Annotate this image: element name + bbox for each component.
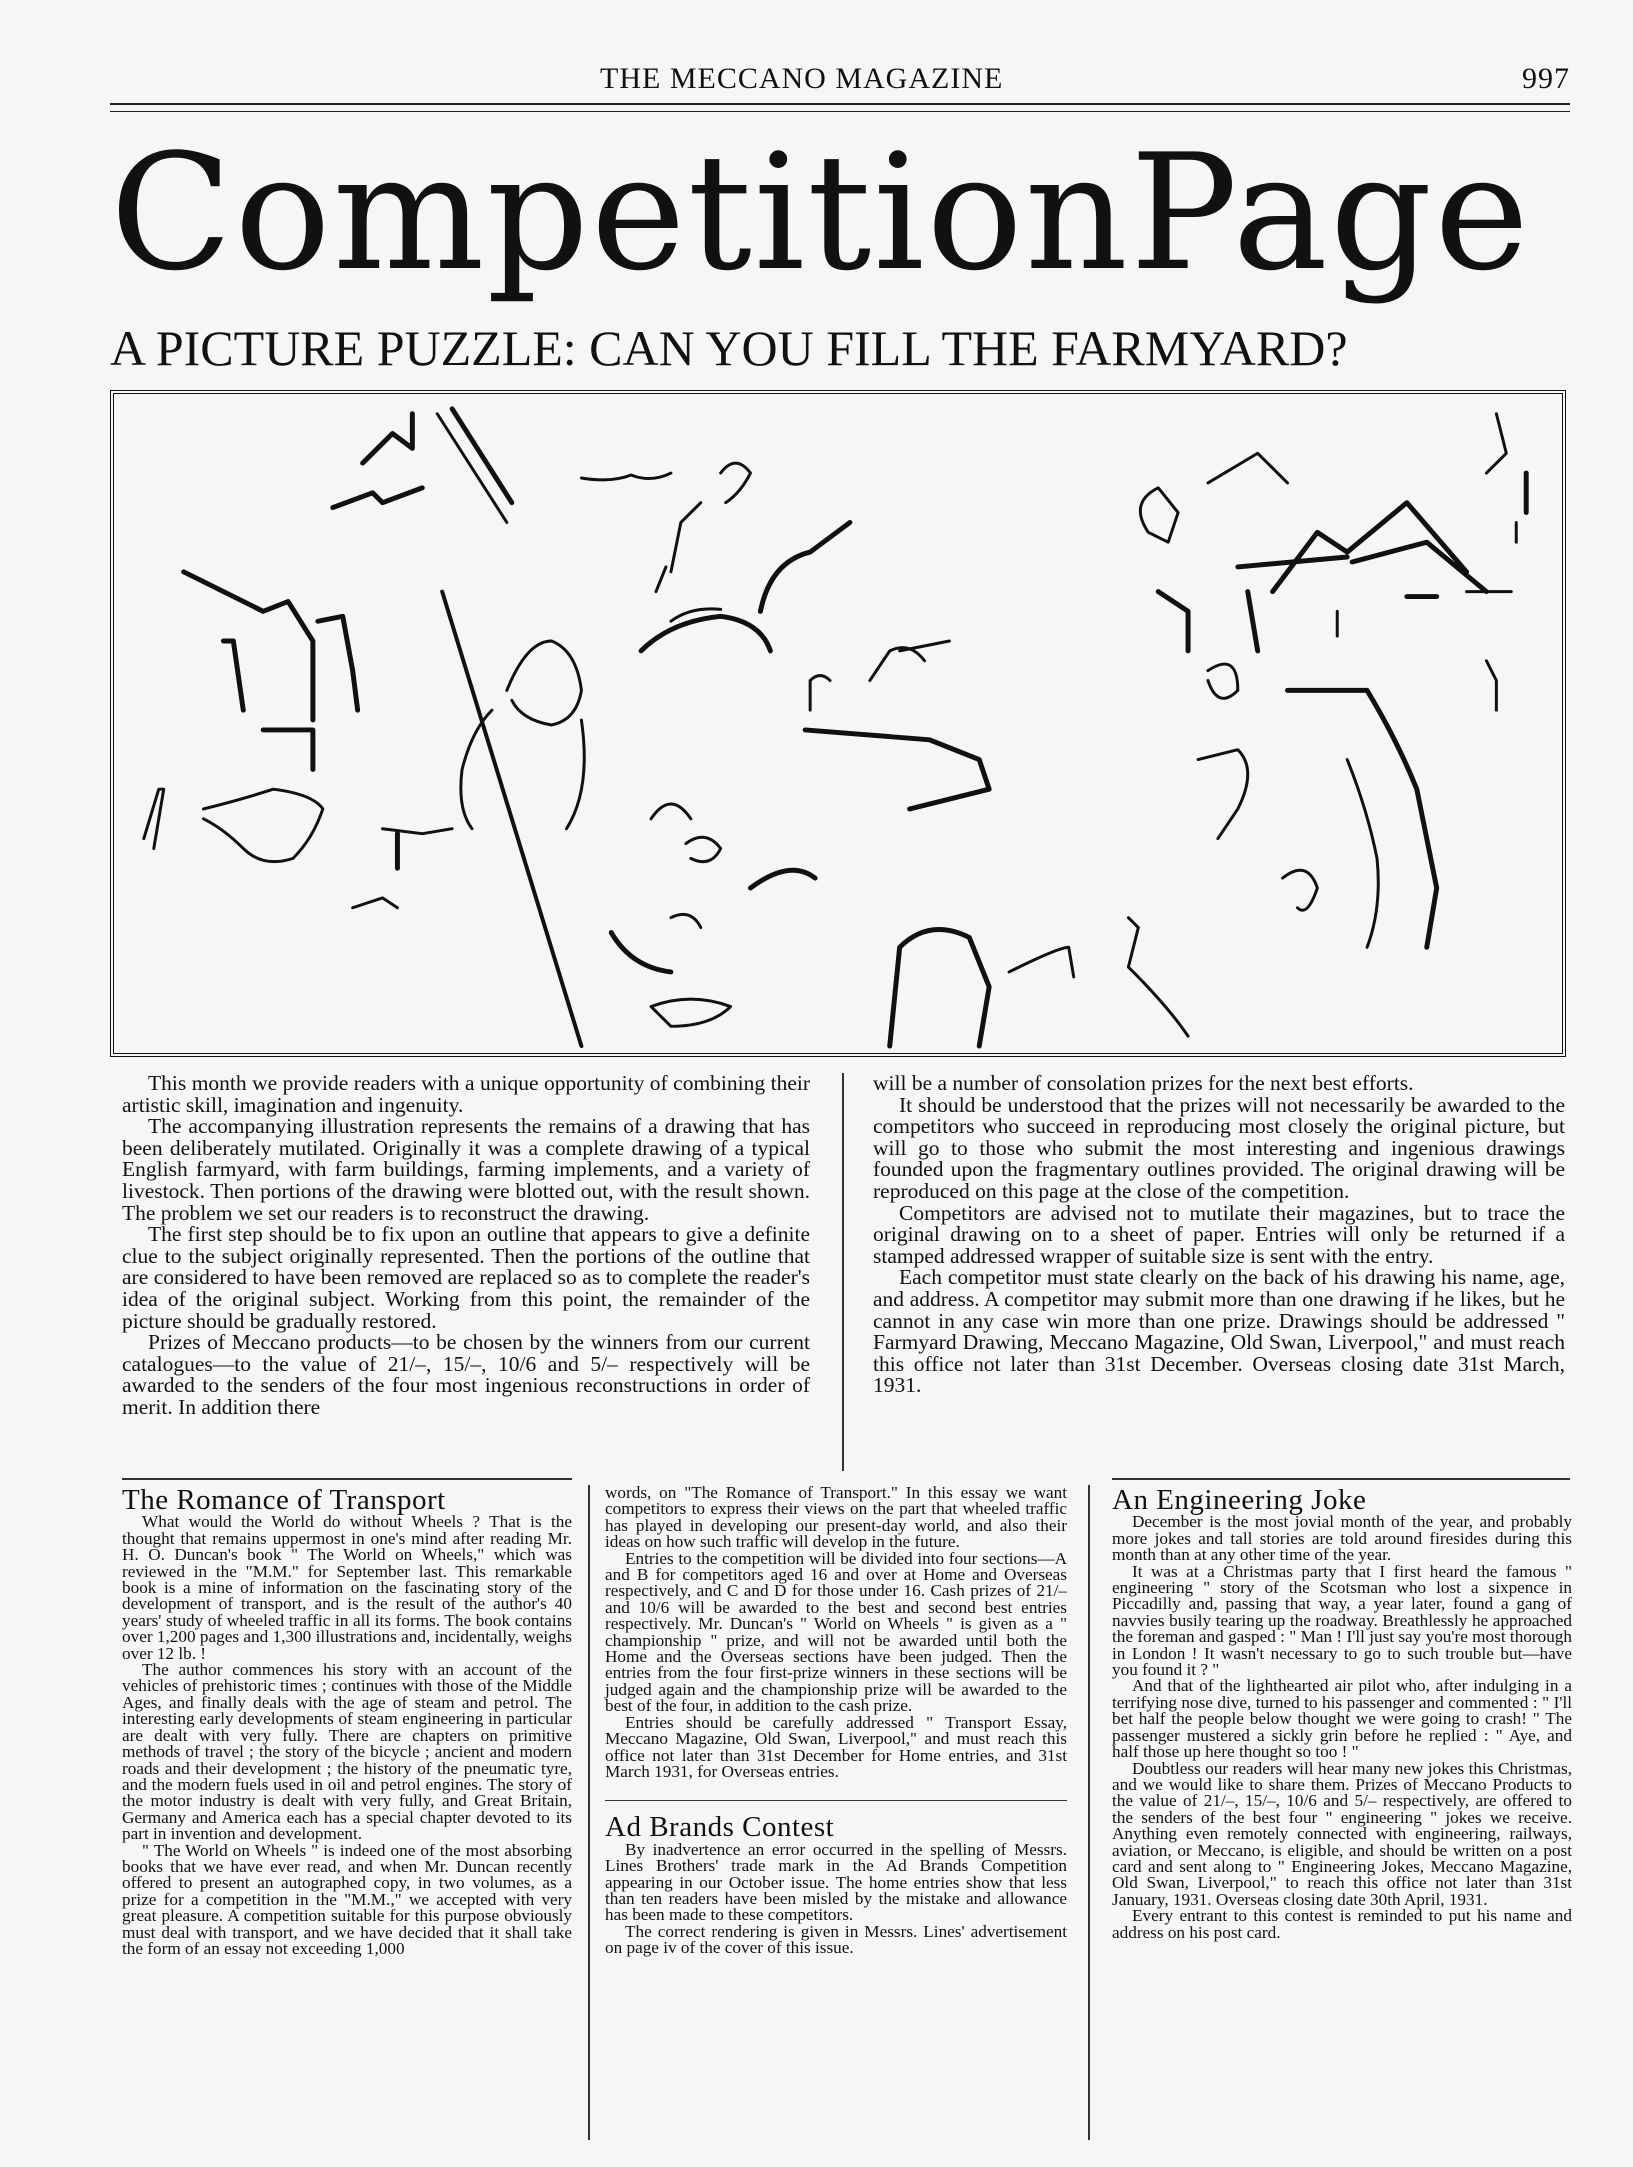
joke-paragraph: December is the most jovial month of the year, and probably more jokes and tall stories are told around firesides during this month than at any other time of the year.	[1112, 1512, 1572, 1565]
romance-paragraph: words, on "The Romance of Transport." In this essay we want competitors to express their views on the part that wheeled traffic has played in developing our present-day world, and also their ideas on how such traffic will develop in the future.	[605, 1483, 1067, 1552]
column-divider	[588, 1485, 590, 2140]
ad-brands-section	[605, 1800, 1067, 1956]
ad-brands-paragraph: The correct rendering is given in Messrs. Lines' advertisement on page iv of the cover of this issue.	[605, 1921, 1067, 1958]
intro-paragraph: The first step should be to fix upon an outline that appears to give a definite clue to the subject originally represented. Then the portions of the outline that are considered to have been removed are replaced so as to complete the reader's idea of the original subject. Working from this point, the remainder of the picture should be gradually restored.	[122, 1222, 810, 1333]
running-head	[110, 60, 1570, 100]
page-title	[110, 118, 1570, 308]
title-word-1: Competition	[110, 119, 1130, 306]
engineering-joke-column	[1112, 1484, 1572, 2142]
page-number: 997	[1522, 62, 1570, 95]
romance-paragraph: Entries should be carefully addressed " Transport Essay, Meccano Magazine, Old Swan, Liverpool," and must reach this office not later than 31st December for Home entries, and 31st March 1931, for Overseas entries.	[605, 1712, 1067, 1781]
joke-paragraph: It was at a Christmas party that I first heard the famous " engineering " story of the Scotsman who lost a sixpence in Piccadilly and, passing that way, a year later, found a gang of navvies busily tearing up the roadway. Breathlessly he approached the foreman and gasped : " Man ! I'll just say you're most thorough in London ! It wasn't necessary to go to such trouble but—have you found it ? "	[1112, 1561, 1572, 1680]
romance-paragraph: The author commences his story with an account of the vehicles of prehistoric times ; continues with those of the Middle Ages, and finally deals with the age of steam and petrol. The interesting early developments of steam engineering in particular are dealt with very fully. There are chapters on primitive methods of travel ; the story of the bicycle ; ancient and modern roads and their development ; the history of the pneumatic tyre, and the modern fuels used in oil and petrol engines. The story of the motor industry is dealt with very fully, and Great Britain, Germany and America each has a special chapter devoted to its part in invention and development.	[122, 1660, 572, 1844]
romance-paragraph: What would the World do without Wheels ? That is the thought that remains uppermost in one's mind after reading Mr. H. O. Duncan's book " The World on Wheels," which was reviewed in the "M.M." for September last. This remarkable book is a mine of information on the fascinating story of the development of transport, and is the result of the author's 40 years' study of wheeled traffic in all its forms. The book contains over 1,200 pages and 1,300 illustrations and, incidentally, weighs over 12 lb. !	[122, 1512, 572, 1663]
magazine-title: THE MECCANO MAGAZINE	[600, 62, 1004, 95]
column-divider	[1088, 1485, 1090, 2140]
intro-paragraph: It should be understood that the prizes will not necessarily be awarded to the competitors who succeed in reproducing most closely the original picture, but will go to those who submit the most interesting and ingenious drawings founded upon the fragmentary outlines provided. The original drawing will be reproduced on this page at the close of the competition.	[873, 1092, 1565, 1203]
joke-paragraph: Every entrant to this contest is reminded to put his name and address on his post card.	[1112, 1906, 1572, 1942]
romance-title: The Romance of Transport	[122, 1484, 446, 1516]
farmyard-puzzle-illustration	[110, 390, 1566, 1057]
section-rule	[122, 1478, 572, 1480]
mutilated-drawing-fragments	[114, 394, 1562, 1053]
header-rule	[110, 103, 1570, 112]
romance-paragraph: Entries to the competition will be divided into four sections—A and B for competitors aged 16 and over at Home and Overseas respectively, and C and D for those under 16. Cash prizes of 21/– and 10/6 will be awarded to the best and second best entries respectively. Mr. Duncan's " World on Wheels " is given as a " championship " prize, and will not be awarded until both the Home and the Overseas sections have been judged. Then the entries from the four first-prize winners in these sections will be judged again and the championship prize will be awarded to the best of the four, in addition to the cash prize.	[605, 1548, 1067, 1716]
intro-paragraph: Competitors are advised not to mutilate their magazines, but to trace the original drawing on to a sheet of paper. Entries will only be returned if a stamped addressed wrapper of suitable size is sent with the entry.	[873, 1200, 1565, 1268]
title-word-2: Page	[1130, 119, 1531, 306]
intro-paragraph: The accompanying illustration represents the remains of a drawing that has been deliberately mutilated. Originally it was a complete drawing of a typical English farmyard, with farm buildings, farming implements, and a variety of livestock. Then portions of the drawing were blotted out, with the result shown. The problem we set our readers is to reconstruct the drawing.	[122, 1114, 810, 1225]
intro-paragraph: This month we provide readers with a unique opportunity of combining their artistic skill, imagination and ingenuity.	[122, 1071, 810, 1117]
section-rule	[1112, 1478, 1570, 1480]
intro-left-column	[122, 1073, 810, 1473]
joke-title: An Engineering Joke	[1112, 1484, 1367, 1516]
intro-paragraph: Each competitor must state clearly on the back of his drawing his name, age, and address. A competitor may submit more than one drawing if he likes, but he cannot in any case win more than one prize. Drawings should be addressed " Farmyard Drawing, Meccano Magazine, Old Swan, Liverpool," and must reach this office not later than 31st December. Overseas closing date 31st March, 1931.	[873, 1265, 1565, 1398]
romance-paragraph: " The World on Wheels " is indeed one of the most absorbing books that we have ever read, and when Mr. Duncan recently offered to present an autographed copy, in two volumes, as a prize for a competition in the "M.M.," we accepted with very great pleasure. A competition suitable for this purpose obviously must deal with transport, and we have decided that it shall take the form of an essay not exceeding 1,000	[122, 1840, 572, 1958]
joke-paragraph: And that of the lighthearted air pilot who, after indulging in a terrifying nose dive, turned to his passenger and commented : " I'll bet half the people below thought we were going to crash! " The passenger mustered a sickly grin before he replied : " Aye, and half those up here thought so too ! "	[1112, 1676, 1572, 1762]
intro-right-column	[873, 1073, 1565, 1473]
middle-column	[605, 1485, 1067, 2135]
column-divider	[842, 1073, 844, 1471]
joke-paragraph: Doubtless our readers will hear many new jokes this Christmas, and we would like to share them. Prizes of Meccano Products to the value of 21/–, 15/–, 10/6 and 5/– respectively, are offered to the senders of the best four " engineering " jokes we receive. Anything even remotely connected with engineering, railways, aviation, or Meccano, is eligible, and should be written on a post card and sent along to " Engineering Jokes, Meccano Magazine, Old Swan, Liverpool," to reach this office not later than 31st January, 1931. Overseas closing date 30th April, 1931.	[1112, 1758, 1572, 1909]
puzzle-subtitle: A PICTURE PUZZLE: CAN YOU FILL THE FARMYARD?	[110, 320, 1348, 376]
ad-brands-title: Ad Brands Contest	[605, 1811, 835, 1844]
ad-brands-paragraph: By inadvertence an error occurred in the spelling of Messrs. Lines Brothers' trade mark in the Ad Brands Competition appearing in our October issue. The home entries show that less than ten readers have been misled by the mistake and allowance has been made to these competitors.	[605, 1839, 1067, 1925]
romance-of-transport-column	[122, 1484, 572, 2142]
intro-paragraph: will be a number of consolation prizes for the next best efforts.	[873, 1071, 1414, 1095]
intro-paragraph: Prizes of Meccano products—to be chosen by the winners from our current catalogues—to the value of 21/–, 15/–, 10/6 and 5/– respectively will be awarded to the senders of the four most ingenious reconstructions in order of merit. In addition there	[122, 1330, 810, 1419]
